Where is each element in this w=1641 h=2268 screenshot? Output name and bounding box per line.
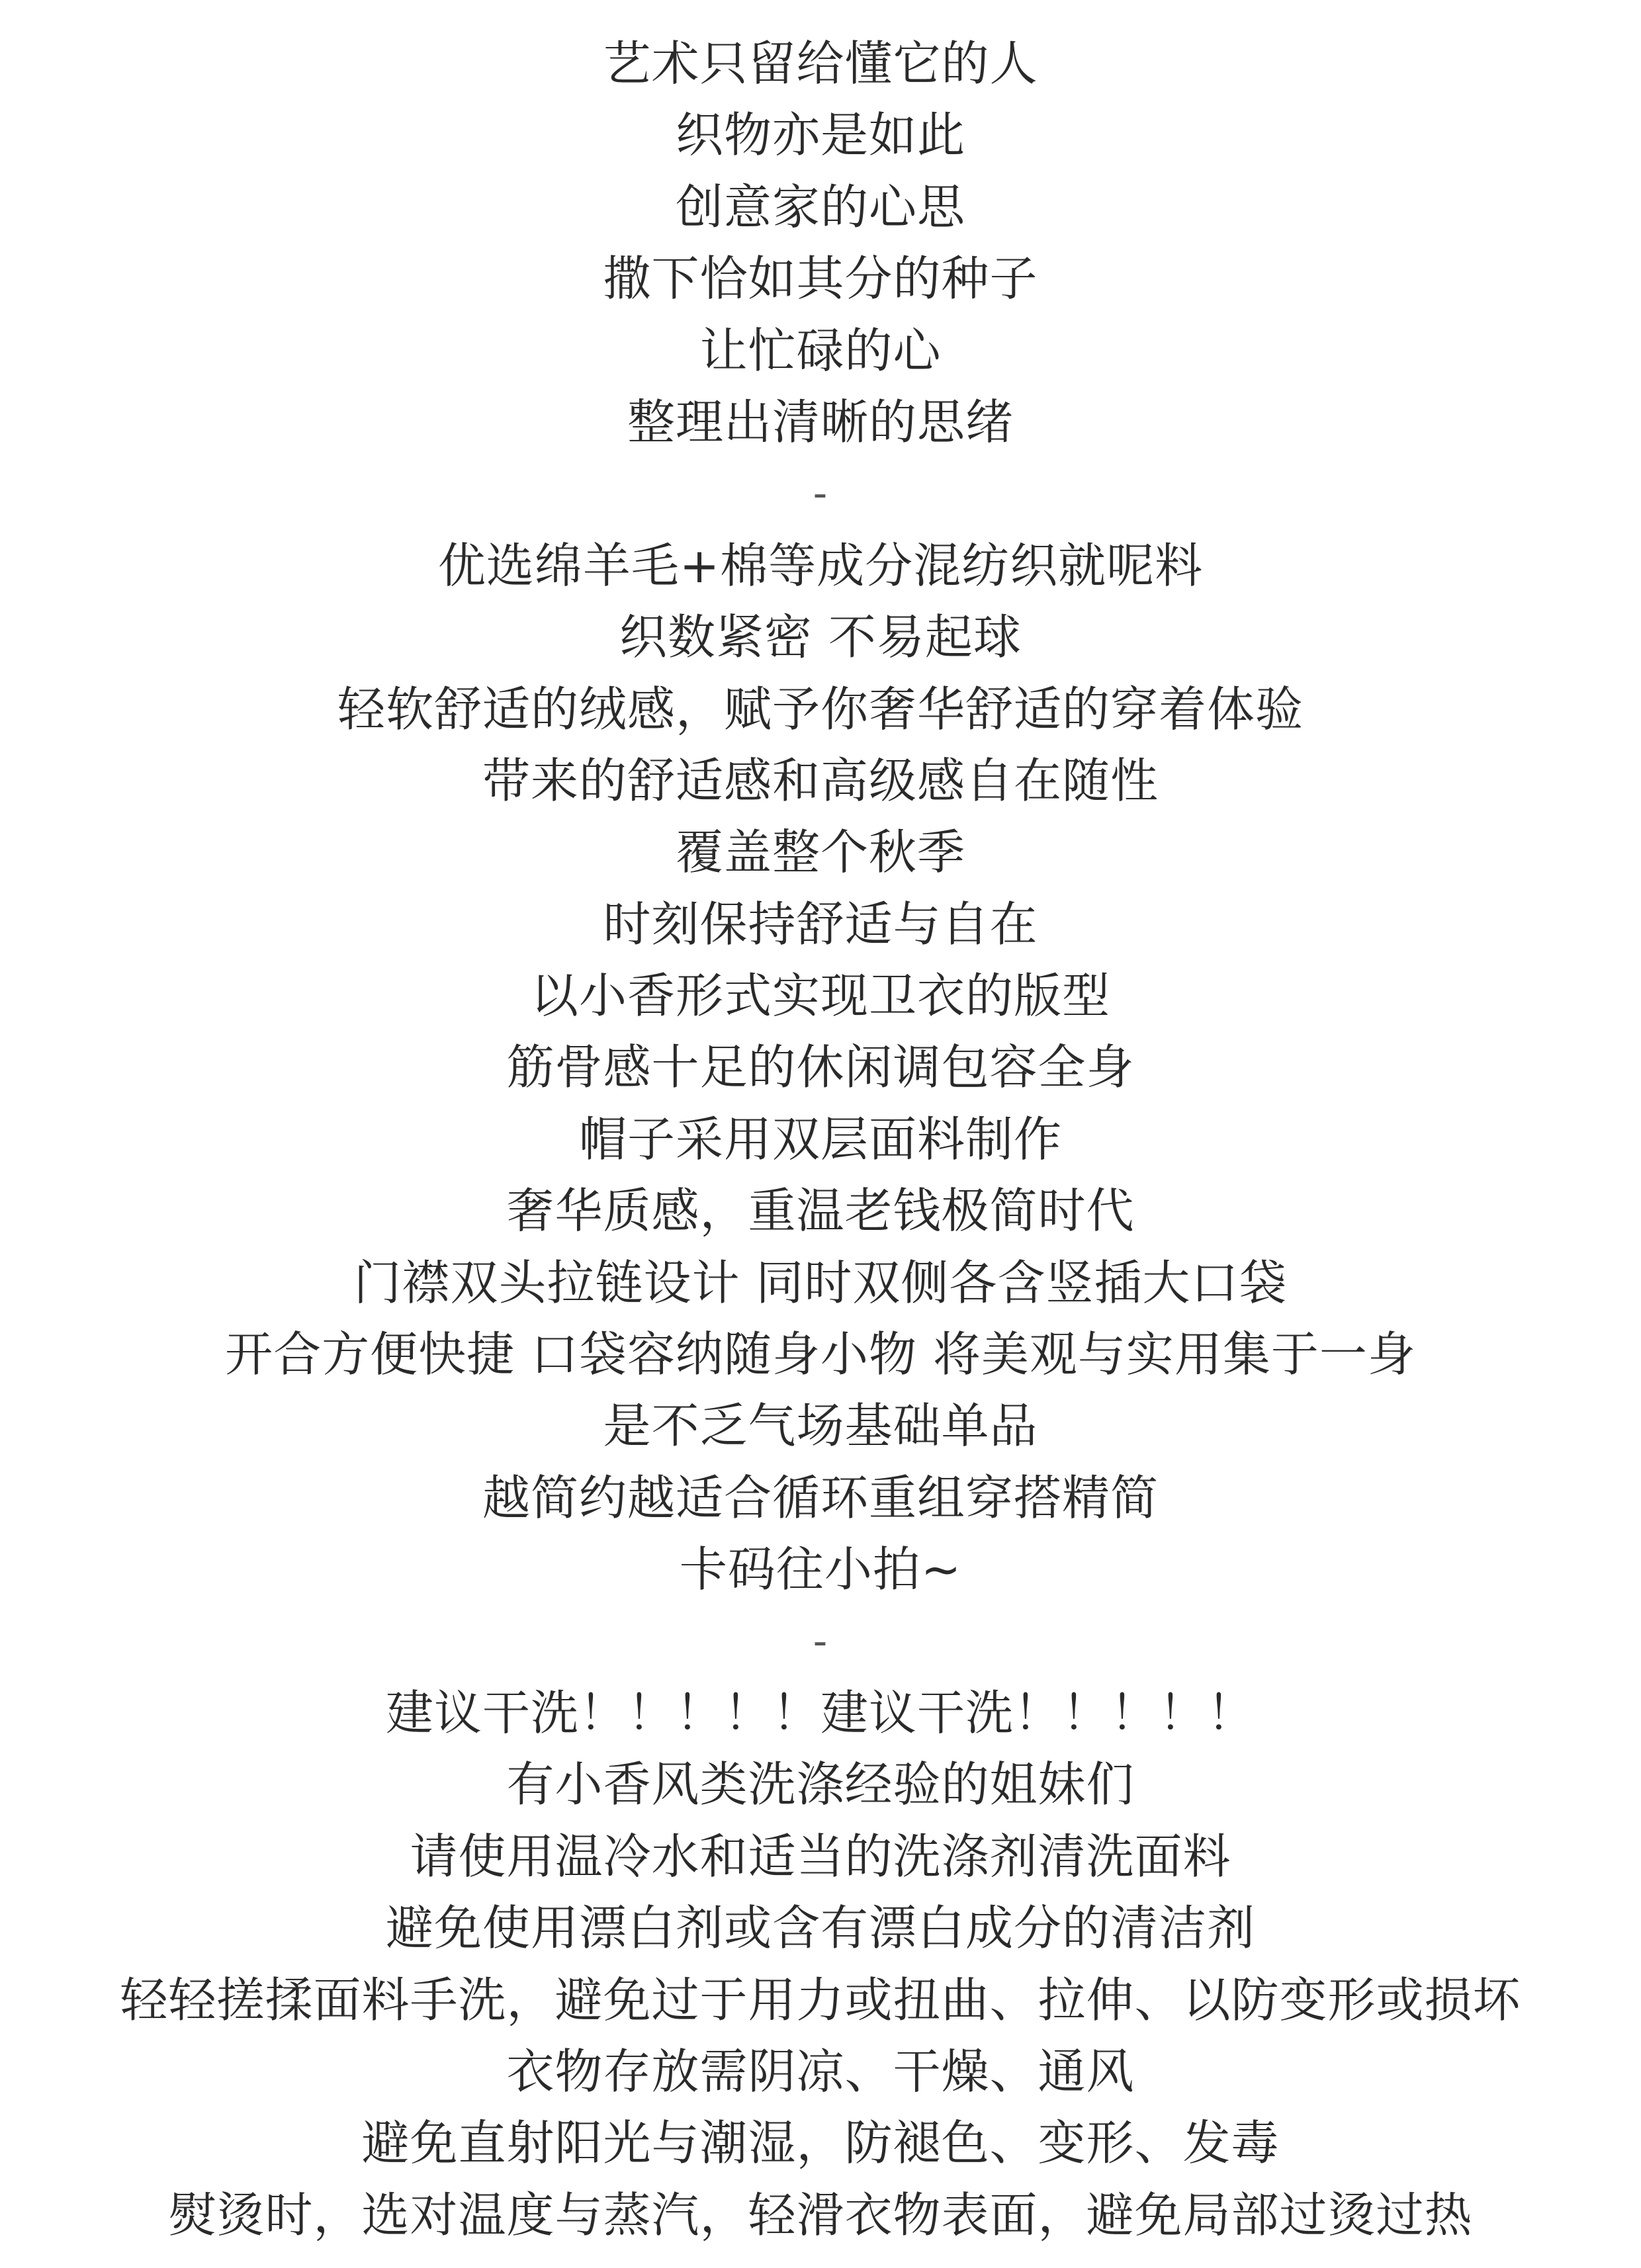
text-line: 请使用温冷水和适当的洗涤剂清洗面料 bbox=[410, 1828, 1231, 1884]
text-line: 门襟双头拉链设计 同时双侧各含竖插大口袋 bbox=[353, 1254, 1288, 1311]
text-line: 织数紧密 不易起球 bbox=[619, 609, 1022, 666]
text-line: 优选绵羊毛+棉等成分混纺织就呢料 bbox=[437, 537, 1204, 593]
text-line: 是不乏气场基础单品 bbox=[603, 1398, 1038, 1454]
text-line: 以小香形式实现卫衣的版型 bbox=[530, 968, 1110, 1024]
section-separator: - bbox=[813, 1618, 828, 1665]
text-line: 奢华质感，重温老钱极简时代 bbox=[506, 1183, 1135, 1239]
text-line: 避免直射阳光与潮湿，防褪色、变形、发毒 bbox=[361, 2115, 1280, 2171]
text-line: 帽子采用双层面料制作 bbox=[578, 1111, 1062, 1167]
text-line: 越简约越适合循环重组穿搭精简 bbox=[482, 1469, 1159, 1526]
text-line: 覆盖整个秋季 bbox=[675, 824, 965, 881]
text-line: 让忙碌的心 bbox=[699, 322, 942, 378]
text-line: 创意家的心思 bbox=[675, 179, 965, 235]
text-line: 衣物存放需阴凉、干燥、通风 bbox=[506, 2043, 1135, 2099]
section-separator: - bbox=[813, 470, 828, 517]
text-line: 有小香风类洗涤经验的姐妹们 bbox=[506, 1757, 1135, 1813]
text-line: 熨烫时，选对温度与蒸汽，轻滑衣物表面，避免局部过烫过热 bbox=[168, 2187, 1473, 2243]
text-line: 筋骨感十足的休闲调包容全身 bbox=[506, 1039, 1135, 1096]
text-line: 带来的舒适感和高级感自在随性 bbox=[482, 752, 1159, 808]
text-line: 建议干洗！！！！！建议干洗！！！！！ bbox=[385, 1684, 1255, 1741]
text-line: 整理出清晰的思绪 bbox=[627, 394, 1014, 450]
text-line: 撒下恰如其分的种子 bbox=[603, 251, 1038, 307]
text-line: 轻轻搓揉面料手洗，避免过于用力或扭曲、拉伸、以防变形或损坏 bbox=[120, 1972, 1521, 2028]
text-line: 织物亦是如此 bbox=[675, 107, 965, 163]
text-line: 艺术只留给懂它的人 bbox=[603, 36, 1038, 91]
text-line: 时刻保持舒适与自在 bbox=[603, 896, 1038, 952]
text-line: 开合方便快捷 口袋容纳随身小物 将美观与实用集于一身 bbox=[225, 1327, 1416, 1383]
text-line: 轻软舒适的绒感，赋予你奢华舒适的穿着体验 bbox=[337, 681, 1304, 737]
text-line: 卡码往小拍~ bbox=[679, 1542, 962, 1598]
text-line: 避免使用漂白剂或含有漂白成分的清洁剂 bbox=[385, 1900, 1255, 1956]
